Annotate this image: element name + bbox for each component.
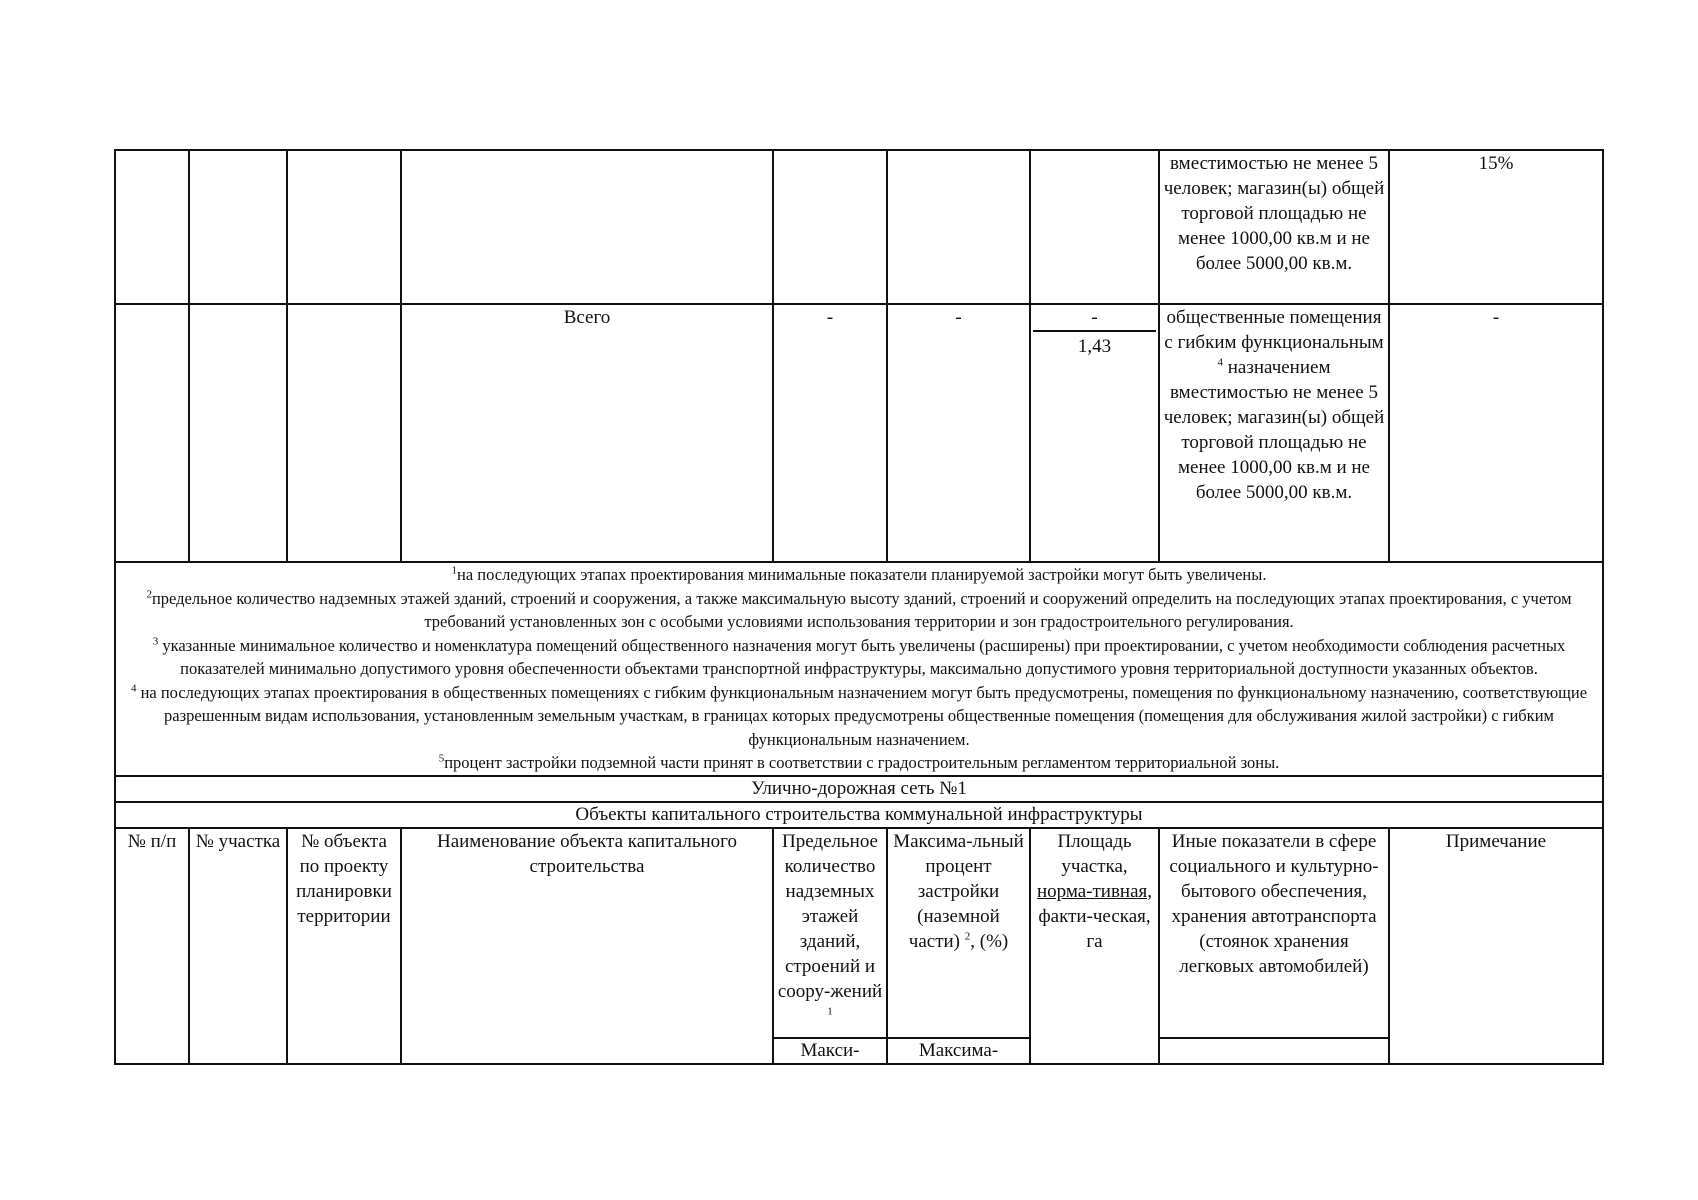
area-normative: - — [1033, 305, 1156, 332]
table-cell — [287, 304, 401, 562]
table-cell — [1030, 150, 1159, 304]
total-label: Всего — [401, 304, 773, 562]
planning-table — [114, 149, 1604, 1065]
footnote-ref: 1 — [827, 1005, 833, 1018]
footnote-marker: 4 — [130, 682, 137, 694]
footnote-ref: 2 — [964, 930, 971, 943]
other-text-part1: общественные помещения с гибким функциональным — [1164, 307, 1384, 353]
table-cell — [189, 150, 287, 304]
document-sheet — [114, 149, 1602, 1079]
subsection-title: Объекты капитального строительства коммунальной инфраструктуры — [115, 802, 1603, 828]
table-cell — [773, 150, 887, 304]
floors-value: - — [773, 304, 887, 562]
header-percent-unit: , (%) — [970, 930, 1009, 952]
table-row — [115, 150, 1603, 304]
note-cell: 15% — [1389, 150, 1603, 304]
footnote-text: на последующих этапах проектирования минимальные показатели планируемой застройки могут быть увеличены. — [457, 565, 1267, 584]
header-area-actual: факти-ческая, га — [1038, 905, 1151, 952]
subsection-title-row — [115, 802, 1603, 828]
table-cell — [887, 150, 1030, 304]
header-floors-sub: Макси- — [773, 1038, 887, 1064]
footnotes — [115, 562, 1603, 776]
footnote-4 — [118, 681, 1600, 752]
footnote-text: процент застройки подземной части принят в соответствии с градостроительным регламентом территориальной зоны. — [444, 753, 1280, 772]
table-row-total — [115, 304, 1603, 562]
area-cell — [1030, 304, 1159, 562]
header-other: Иные показатели в сфере социального и культурно-бытового обеспечения, хранения автотранспорта (стоянок хранения легковых автомобилей) — [1159, 828, 1389, 1038]
header-floors-text: Предельное количество надземных этажей зданий, строений и соору-жений — [777, 830, 883, 1002]
header-note: Примечание — [1389, 828, 1603, 1064]
table-cell — [115, 150, 189, 304]
table-cell — [189, 304, 287, 562]
section-title-row — [115, 776, 1603, 802]
footnote-marker: 2 — [146, 588, 152, 600]
header-area-normative: норма-тивная, — [1036, 880, 1153, 902]
header-object: № объекта по проекту планировки территории — [287, 828, 401, 1064]
percent-value: - — [887, 304, 1030, 562]
footnote-text: предельное количество надземных этажей зданий, строений и сооружения, а также максимальную высоту зданий, строений и сооружений определить на последующих этапах проектирования, с учетом требований установленных зон с особыми условиями использования территории и зон градостроительного регулирования. — [151, 588, 1572, 631]
header-floors — [773, 828, 887, 1038]
header-num: № п/п — [115, 828, 189, 1064]
header-area — [1030, 828, 1159, 1064]
footnote-ref: 4 — [1217, 356, 1223, 369]
section-title: Улично-дорожная сеть №1 — [115, 776, 1603, 802]
footnote-2 — [118, 587, 1600, 634]
footnote-text: указанные минимальное количество и номенклатура помещений общественного назначения могут быть увеличены (расширены) при проектировании, с учетом необходимости соблюдения расчетных показателей минимально допустимого уровня обеспеченности объектами транспортной инфраструктуры, максимально допустимого уровня территориальной доступности указанных объектов. — [162, 635, 1566, 678]
note-cell: - — [1389, 304, 1603, 562]
header-plot: № участка — [189, 828, 287, 1064]
footnote-5 — [118, 751, 1600, 775]
header-percent-sub: Максима- — [887, 1038, 1030, 1064]
area-actual: 1,43 — [1077, 336, 1112, 357]
footnotes-row — [115, 562, 1603, 776]
table-cell — [115, 304, 189, 562]
footnote-marker: 1 — [451, 564, 458, 577]
other-indicators-cell — [1159, 304, 1389, 562]
footnote-text: на последующих этапах проектирования в общественных помещениях с гибким функциональным назначением могут быть предусмотрены, помещения по функциональному назначению, соответствующие разрешенным видам использования, установленным земельным участкам, в границах которых предусмотрены общественные помещения (помещения для обслуживания жилой застройки) с гибким функциональным назначением. — [140, 682, 1588, 749]
header-percent-text: Максима-льный процент застройки (наземной части) — [893, 830, 1024, 952]
footnote-1 — [118, 563, 1600, 587]
header-row — [115, 828, 1603, 1038]
header-area-text: Площадь участка, — [1057, 830, 1132, 877]
footnote-3 — [118, 634, 1600, 681]
footnote-marker: 3 — [152, 635, 159, 647]
header-other-sub — [1159, 1038, 1389, 1064]
footnote-marker: 5 — [438, 752, 445, 765]
table-cell — [287, 150, 401, 304]
table-cell — [401, 150, 773, 304]
header-percent — [887, 828, 1030, 1038]
header-name: Наименование объекта капитального строительства — [401, 828, 773, 1064]
other-text-part2: назначением вместимостью не менее 5 человек; магазин(ы) общей торговой площадью не менее 1000,00 кв.м и не более 5000,00 кв.м. — [1163, 357, 1385, 503]
other-indicators-cell: вместимостью не менее 5 человек; магазин(ы) общей торговой площадью не менее 1000,00 кв.м и не более 5000,00 кв.м. — [1159, 150, 1389, 304]
